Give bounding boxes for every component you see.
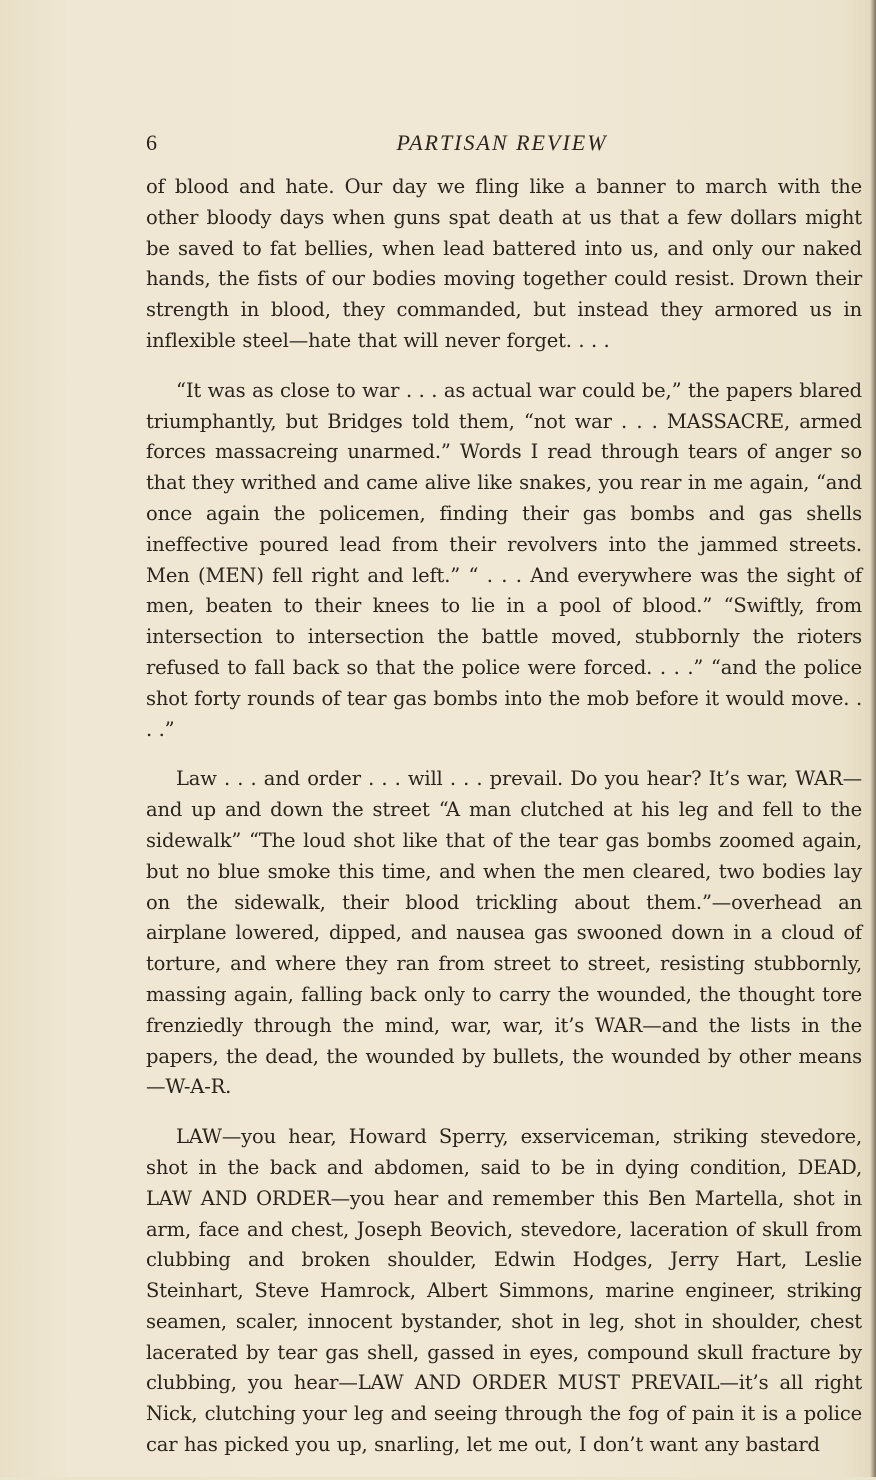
paragraph-4: LAW—you hear, Howard Sperry, exserviceman, striking stevedore, shot in the back and abdomen, said to be in dying condition, DEAD, LAW AND ORDER—you hear and remember this Ben Martella, shot in arm, face and chest, Joseph Beovich, stevedore, laceration of skull from clubbing and broken shoulder, Edwin Hodges, Jerry Hart, Leslie Steinhart, Steve Hamrock, Albert Simmons, marine engineer, striking seamen, scaler, innocent bystander, shot in leg, shot in shoulder, chest lacerated by tear gas shell, gassed in eyes, compound skull fracture by clubbing, you hear—LAW AND ORDER MUST PREVAIL—it’s all right Nick, clutching your leg and seeing through the fog of pain it is a police car has picked you up, snarling, let me out, I don’t want any bastard [146,1125,862,1457]
running-head: PARTISAN REVIEW [396,130,608,155]
page-edge-shadow [870,0,876,1477]
body-text [146,172,862,1480]
page-number: 6 [146,130,157,155]
paragraph-1: of blood and hate. Our day we fling like a banner to march with the other bloody days when guns spat death at us that a few dollars might be saved to fat bellies, when lead battered into us, and only our naked hands, the fists of our bodies moving together could resist. Drown their strength in blood, they commanded, but instead they armored us in inflexible steel—hate that will never forget. . . . [146,175,862,352]
page-header [146,128,858,162]
paragraph-2: “It was as close to war . . . as actual war could be,” the papers blared triumphantly, but Bridges told them, “not war . . . MASSACRE, armed forces massacreing unarmed.” Words I read through tears of anger so that they writhed and came alive like snakes, you rear in me again, “and once again the policemen, finding their gas bombs and gas shells ineffective poured lead from their revolvers into the jammed streets. Men (MEN) fell right and left.” “ . . . And everywhere was the sight of men, beaten to their knees to lie in a pool of blood.” “Swiftly, from intersection to intersection the battle moved, stubbornly the rioters refused to fall back so that the police were forced. . . .” “and the police shot forty rounds of tear gas bombs into the mob before it would move. . . .” [146,378,862,741]
paragraph-3: Law . . . and order . . . will . . . prevail. Do you hear? It’s war, WAR—and up and down the street “A man clutched at his leg and fell to the sidewalk” “The loud shot like that of the tear gas bombs zoomed again, but no blue smoke this time, and when the men cleared, two bodies lay on the sidewalk, their blood trickling about them.”—overhead an airplane lowered, dipped, and nausea gas swooned down in a cloud of torture, and where they ran from street to street, resisting stubbornly, massing again, falling back only to carry the wounded, the thought tore frenziedly through the mind, war, war, it’s WAR—and the lists in the papers, the dead, the wounded by bullets, the wounded by other means—W-A-R. [146,767,862,1099]
